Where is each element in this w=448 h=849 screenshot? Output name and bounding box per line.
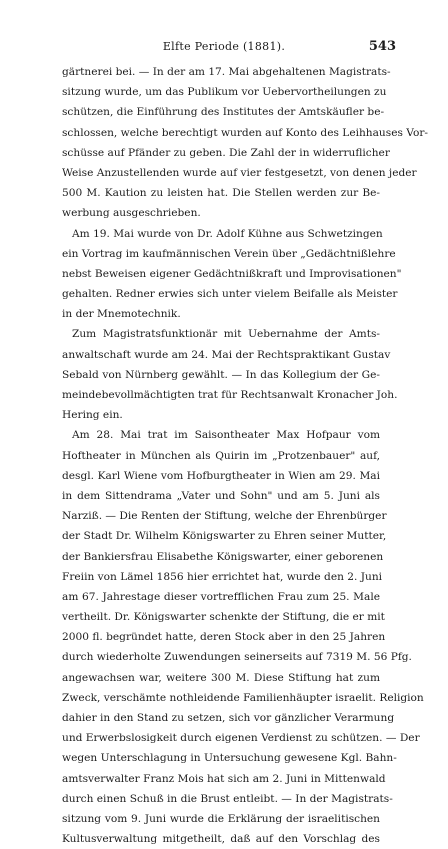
text-line: Narziß. — Die Renten der Stiftung, welche der Ehrenbürger	[62, 510, 387, 523]
text-line: sitzung vom 9. Juni wurde die Erklärung der israelitischen	[62, 812, 380, 825]
text-line: der Stadt Dr. Wilhelm Königswarter zu Ehren seiner Mutter,	[62, 530, 387, 543]
text-line: in der Mnemotechnik.	[62, 308, 181, 321]
text-line: angewachsen war, weitere 300 M. Diese Stiftung hat zum	[62, 671, 380, 684]
page-number: 543	[368, 39, 396, 54]
text-line: durch wiederholte Zuwendungen seinerseits auf 7319 M. 56 Pfg.	[62, 651, 412, 664]
text-line: anwaltschaft wurde am 24. Mai der Rechtspraktikant Gustav	[62, 348, 391, 361]
text-line: Zum Magistratsfunktionär mit Uebernahme der Amts-	[72, 328, 380, 341]
text-line: dahier in den Stand zu setzen, sich vor gänzlicher Verarmung	[62, 712, 395, 724]
text-line: in dem Sittendrama „Vater und Sohn" und am 5. Juni als	[62, 489, 380, 502]
text-line: Freiin von Lämel 1856 hier errichtet hat, wurde den 2. Juni	[62, 570, 383, 583]
text-line: Am 28. Mai trat im Saisontheater Max Hofpaur vom	[72, 429, 380, 442]
text-line: vertheilt. Dr. Königswarter schenkte der Stiftung, die er mit	[62, 611, 385, 624]
text-line: Hoftheater in München als Quirin im „Protzenbauer" auf,	[62, 449, 380, 462]
text-line: nebst Beweisen eigener Gedächtnißkraft und Improvisationen"	[62, 267, 402, 280]
text-line: Kultusverwaltung mitgetheilt, daß auf den Vorschlag des	[62, 833, 380, 846]
text-line: Am 19. Mai wurde von Dr. Adolf Kühne aus Schwetzingen	[72, 227, 383, 240]
text-line: ein Vortrag im kaufmännischen Verein über „Gedächtnißlehre	[62, 247, 396, 260]
text-line: 2000 fl. begründet hatte, deren Stock aber in den 25 Jahren	[62, 631, 386, 644]
text-line: Hering ein.	[62, 409, 123, 422]
text-line: Zweck, verschämte nothleidende Familienhäupter israelit. Religion	[62, 691, 424, 704]
text-line: und Erwerbslosigkeit durch eigenen Verdienst zu schützen. — Der	[62, 732, 420, 745]
text-line: schlossen, welche berechtigt wurden auf Konto des Leihhauses Vor-	[62, 126, 428, 139]
text-line: gärtnerei bei. — In der am 17. Mai abgehaltenen Magistrats-	[62, 66, 391, 78]
page-header	[60, 39, 396, 56]
text-line: schützen, die Einführung des Institutes der Amtskäufler be-	[62, 106, 385, 119]
text-line: desgl. Karl Wiene vom Hofburgtheater in Wien am 29. Mai	[62, 469, 380, 482]
text-line: amtsverwalter Franz Mois hat sich am 2. Juni in Mittenwald	[62, 772, 386, 785]
text-line: Weise Anzustellenden wurde auf vier festgesetzt, von denen jeder	[62, 166, 417, 179]
text-line: sitzung wurde, um das Publikum vor Uebervortheilungen zu	[62, 86, 387, 99]
text-line: Sebald von Nürnberg gewählt. — In das Kollegium der Ge-	[62, 368, 380, 381]
text-line: wegen Unterschlagung in Untersuchung gewesene Kgl. Bahn-	[62, 752, 397, 765]
text-line: schüsse auf Pfänder zu geben. Die Zahl der in widerruflicher	[62, 146, 390, 159]
body-text	[62, 62, 428, 849]
text-line: gehalten. Redner erwies sich unter vielem Beifalle als Meister	[62, 288, 398, 301]
text-line: meindebevollmächtigten trat für Rechtsanwalt Kronacher Joh.	[62, 389, 398, 401]
text-line: durch einen Schuß in die Brust entleibt. — In der Magistrats-	[62, 792, 393, 805]
text-line: am 67. Jahrestage dieser vortrefflichen Frau zum 25. Male	[62, 590, 380, 603]
running-title: Elfte Periode (1881).	[162, 40, 286, 53]
text-line: werbung ausgeschrieben.	[62, 207, 201, 220]
text-line: 500 M. Kaution zu leisten hat. Die Stellen werden zur Be-	[62, 187, 380, 200]
text-line: der Bankiersfrau Elisabethe Königswarter, einer geborenen	[62, 550, 384, 563]
